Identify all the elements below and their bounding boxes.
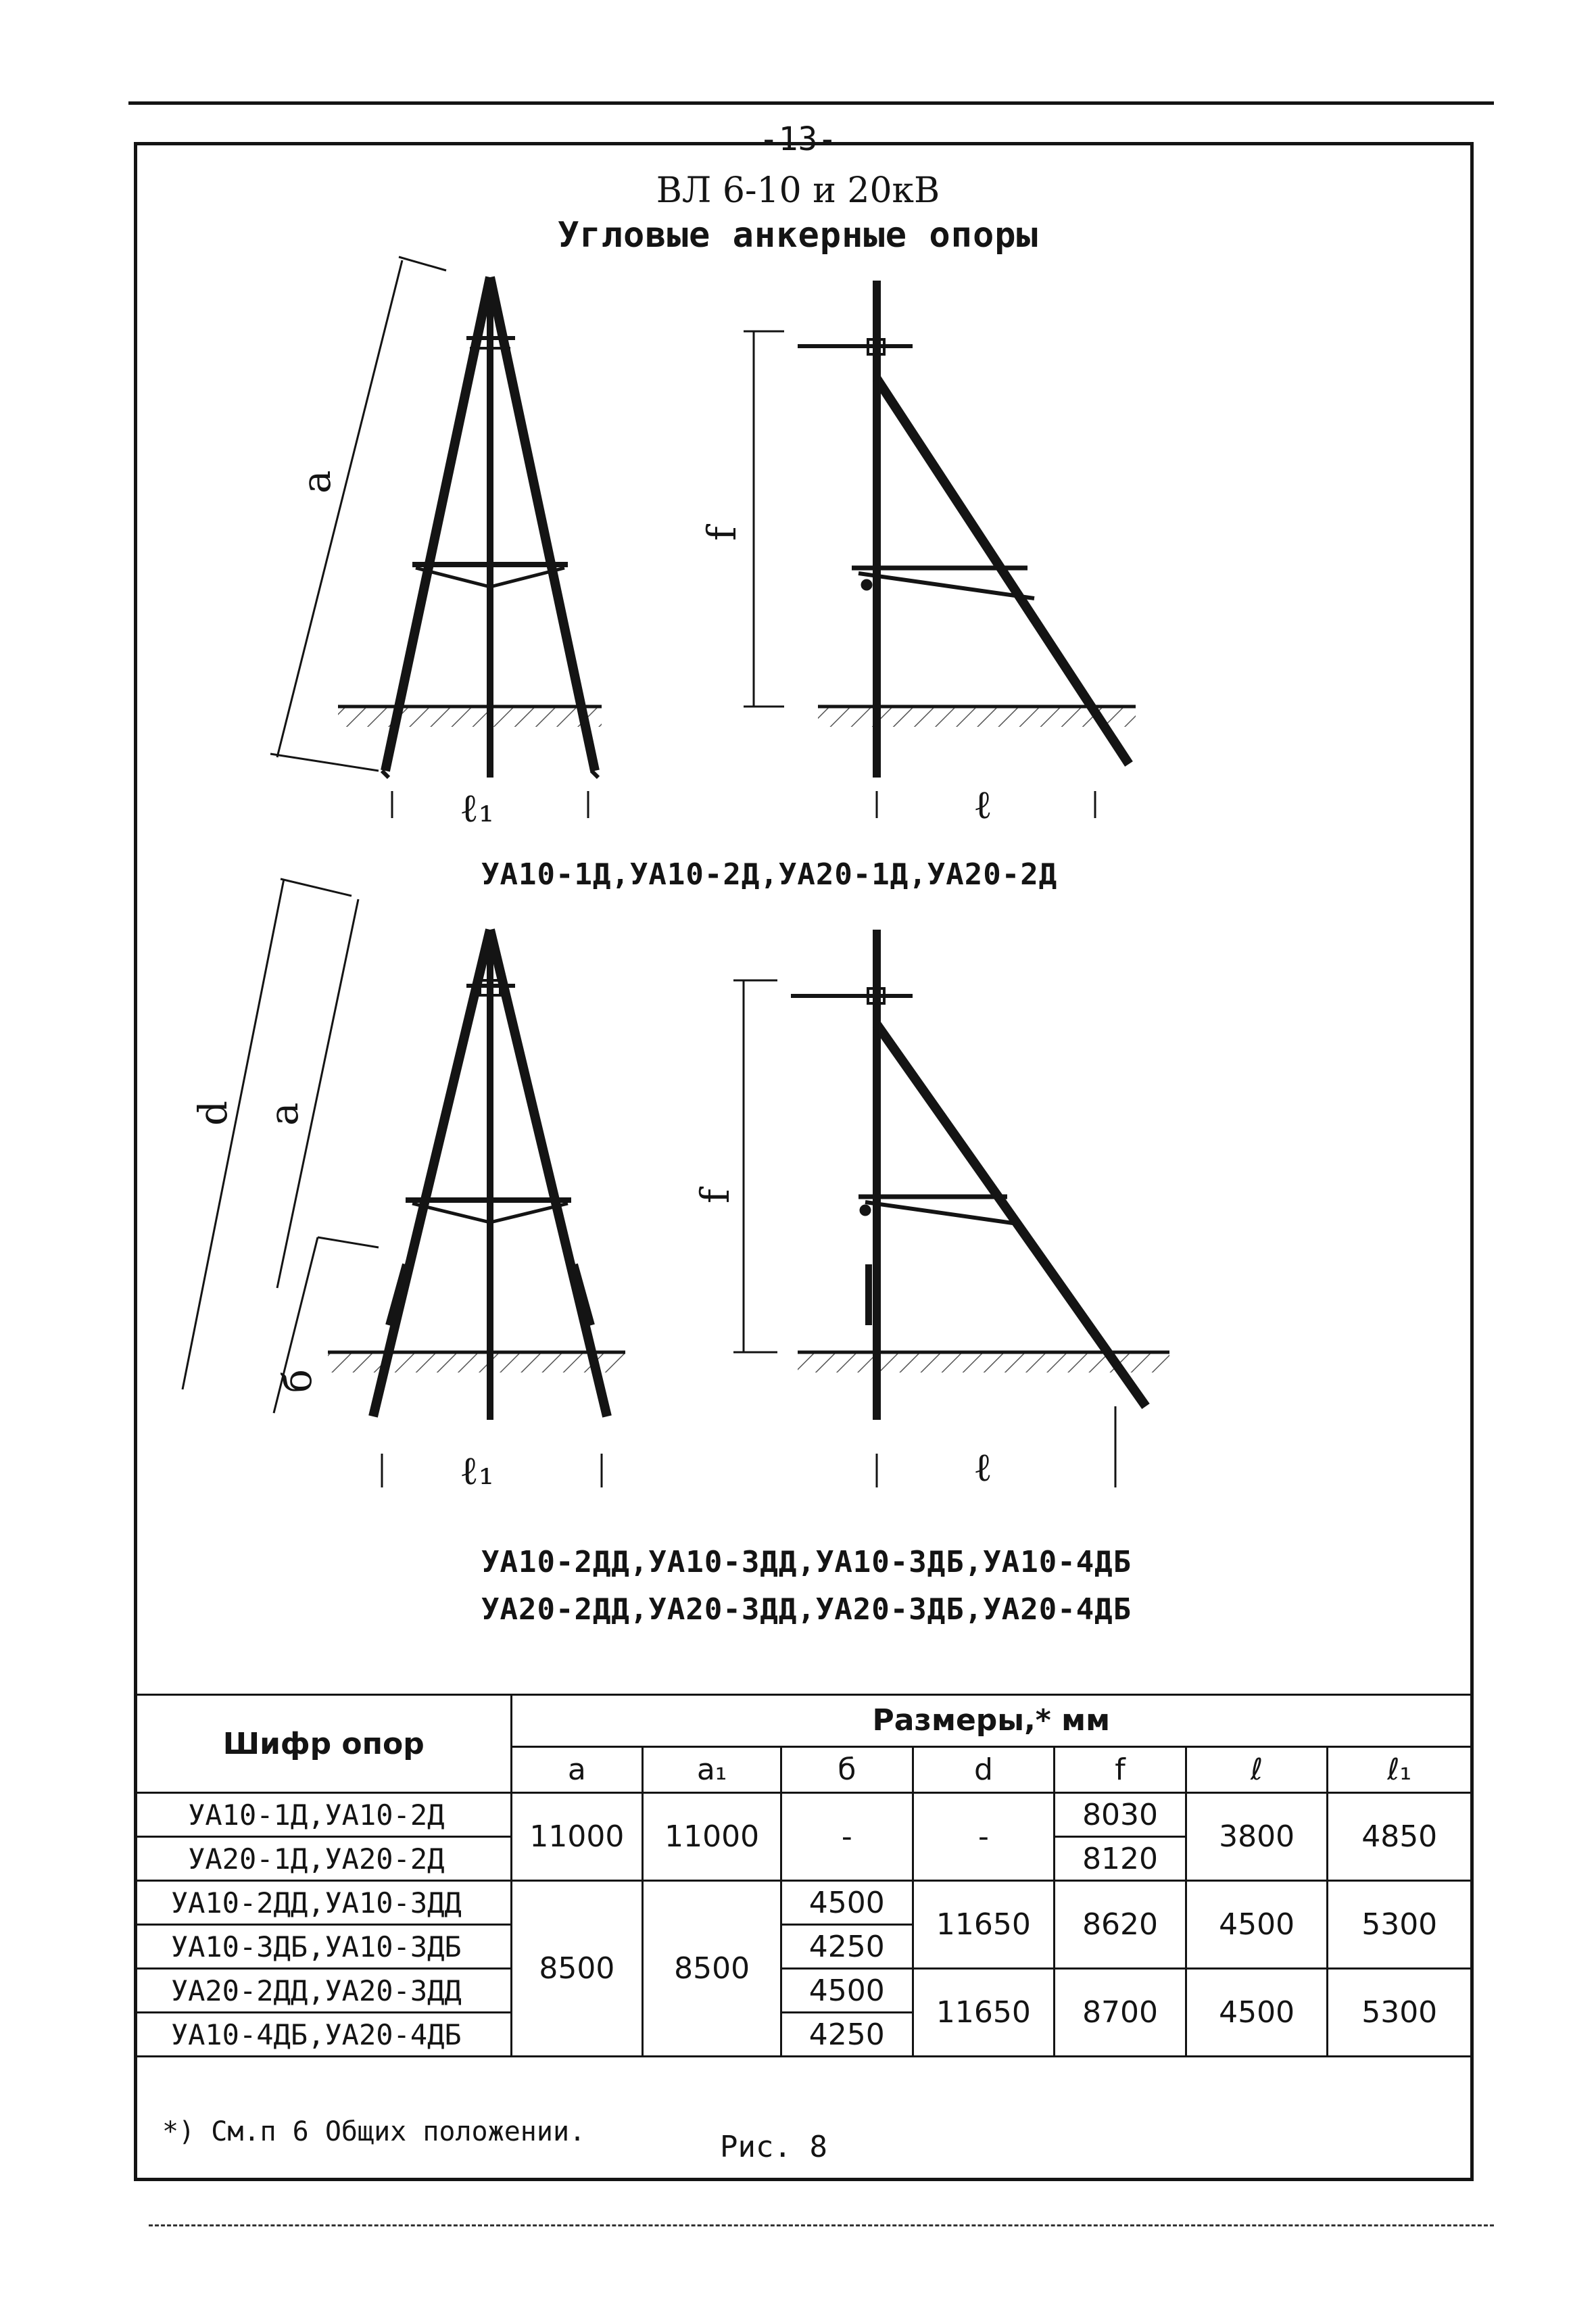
- col-d: d: [913, 1746, 1055, 1792]
- code-cell: УА10-3ДБ,УА10-3ДБ: [137, 1925, 512, 1969]
- cell-f: 8700: [1055, 1969, 1186, 2057]
- dim-l-bottom: ℓ: [973, 1444, 992, 1490]
- dim-d-bottom: d: [190, 1100, 236, 1126]
- figure-caption: Рис. 8: [720, 2130, 827, 2164]
- cell-b: 4500: [781, 1969, 913, 2013]
- dim-l-top: ℓ: [973, 782, 992, 828]
- cell-d: -: [913, 1793, 1055, 1881]
- dim-a-top: a: [293, 470, 339, 494]
- table-row: [137, 1793, 1472, 1837]
- code-cell: УА10-1Д,УА10-2Д: [137, 1793, 512, 1837]
- cell-a: 8500: [511, 1881, 643, 2057]
- dim-b-bottom: б: [274, 1369, 320, 1393]
- dim-a-bottom: a: [261, 1102, 307, 1126]
- cell-b: 4250: [781, 1925, 913, 1969]
- document-title: ВЛ 6-10 и 20кВ: [656, 170, 940, 211]
- cell-d: 11650: [913, 1969, 1055, 2057]
- dim-l1-top: ℓ₁: [460, 785, 495, 831]
- col-l: ℓ: [1186, 1746, 1328, 1792]
- cell-b: 4500: [781, 1881, 913, 1925]
- top-front-view: [270, 257, 602, 818]
- col-f: f: [1055, 1746, 1186, 1792]
- code-cell: УА20-1Д,УА20-2Д: [137, 1837, 512, 1881]
- header-code: Шифр опор: [137, 1695, 512, 1793]
- col-a1: a₁: [643, 1746, 781, 1792]
- cell-a: 11000: [511, 1793, 643, 1881]
- col-l1: ℓ₁: [1328, 1746, 1472, 1792]
- bottom-dashed-line: [149, 2224, 1494, 2228]
- cell-d: 11650: [913, 1881, 1055, 1969]
- cell-a1: 8500: [643, 1881, 781, 2057]
- cell-l: 4500: [1186, 1969, 1328, 2057]
- top-side-view: [744, 281, 1136, 818]
- col-a: a: [511, 1746, 643, 1792]
- cell-f: 8120: [1055, 1837, 1186, 1881]
- cell-b: -: [781, 1793, 913, 1881]
- dim-l1-bottom: ℓ₁: [460, 1448, 495, 1494]
- cell-f: 8620: [1055, 1881, 1186, 1969]
- cell-f: 8030: [1055, 1793, 1186, 1837]
- dim-f-bottom: f: [692, 1189, 738, 1203]
- code-cell: УА10-4ДБ,УА20-4ДБ: [137, 2013, 512, 2057]
- cell-l: 3800: [1186, 1793, 1328, 1881]
- caption-bottom-line2: УА20-2ДД,УА20-3ДД,УА20-3ДБ,УА20-4ДБ: [481, 1592, 1132, 1627]
- document-subtitle: Угловые анкерные опоры: [558, 215, 1038, 256]
- cell-l: 4500: [1186, 1881, 1328, 1969]
- code-cell: УА20-2ДД,УА20-3ДД: [137, 1969, 512, 2013]
- caption-top: УА10-1Д,УА10-2Д,УА20-1Д,УА20-2Д: [481, 857, 1058, 892]
- bottom-front-view: [183, 879, 625, 1487]
- bottom-side-view: [733, 930, 1169, 1487]
- cell-l1: 5300: [1328, 1881, 1472, 1969]
- table-row: [137, 1969, 1472, 2013]
- code-cell: УА10-2ДД,УА10-3ДД: [137, 1881, 512, 1925]
- cell-l1: 4850: [1328, 1793, 1472, 1881]
- col-b: б: [781, 1746, 913, 1792]
- caption-bottom-line1: УА10-2ДД,УА10-3ДД,УА10-3ДБ,УА10-4ДБ: [481, 1545, 1132, 1579]
- header-sizes: Размеры,* мм: [511, 1695, 1471, 1747]
- page-number: -13-: [758, 120, 838, 158]
- dimensions-table: [135, 1694, 1472, 2057]
- cell-a1: 11000: [643, 1793, 781, 1881]
- table-row: [137, 1881, 1472, 1925]
- cell-l1: 5300: [1328, 1969, 1472, 2057]
- dim-f-top: f: [699, 526, 745, 541]
- footnote: *) См.п 6 Общих положении.: [162, 2116, 586, 2147]
- cell-b: 4250: [781, 2013, 913, 2057]
